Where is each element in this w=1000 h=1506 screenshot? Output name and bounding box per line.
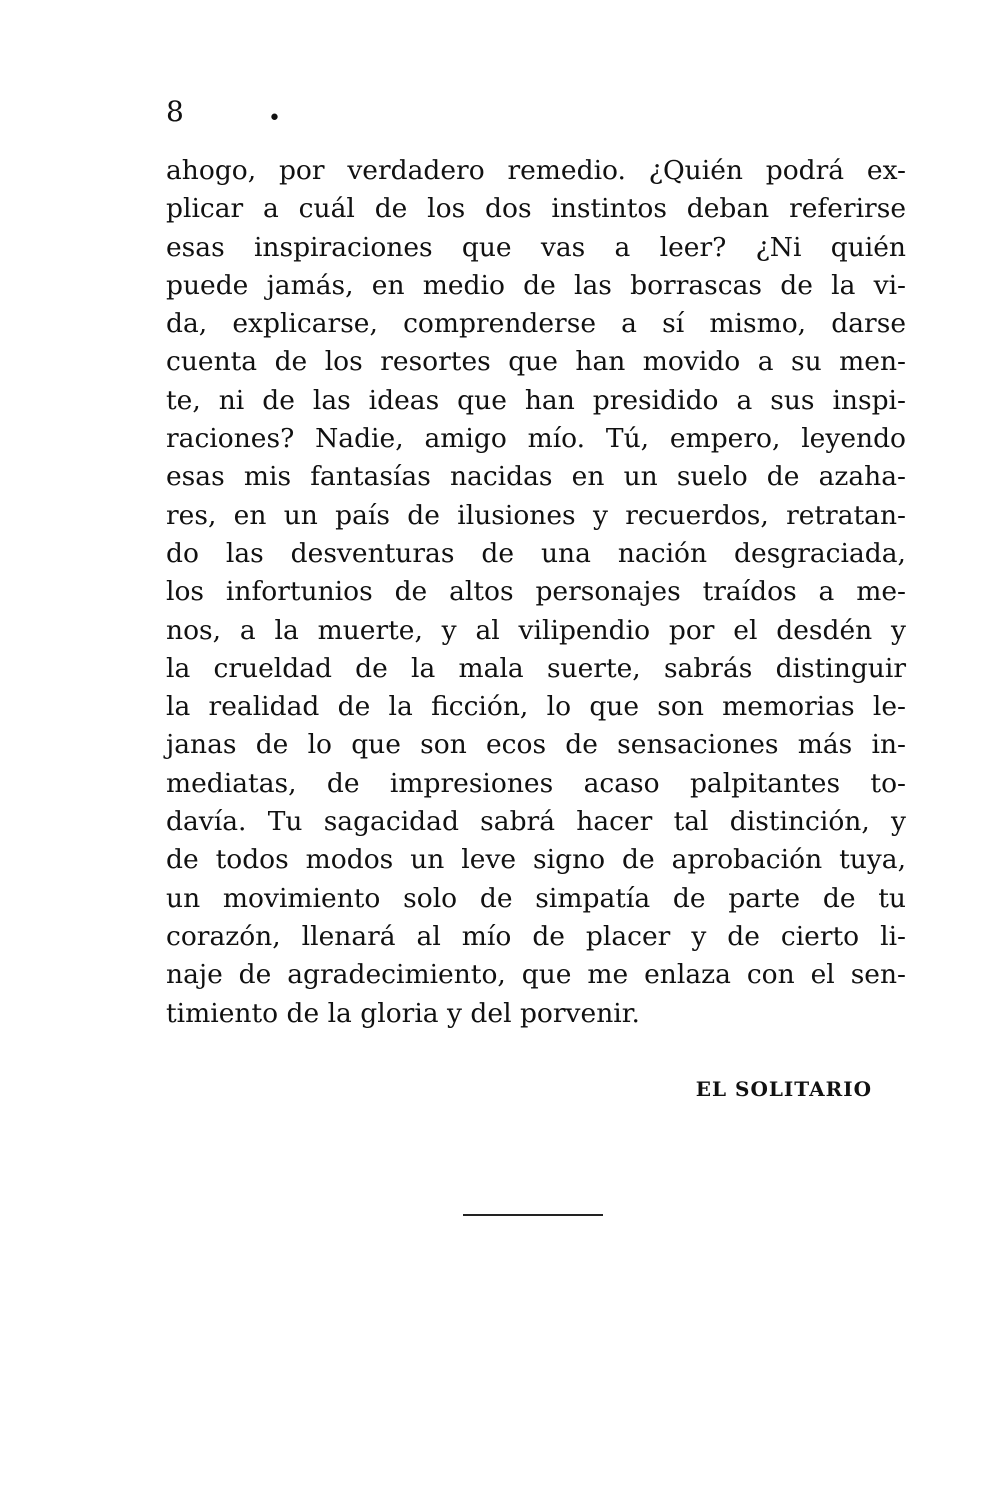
text-line: ahogo, por verdadero remedio. ¿Quién podrá ex- [166, 155, 906, 186]
text-line: los infortunios de altos personajes traídos a me- [166, 576, 906, 608]
text-line: plicar a cuál de los dos instintos deban referirse [166, 193, 906, 225]
text-line: naje de agradecimiento, que me enlaza con el sen- [166, 959, 906, 991]
text-line: corazón, llenará al mío de placer y de cierto li- [166, 920, 906, 952]
text-line: raciones? Nadie, amigo mío. Tú, empero, leyendo [166, 423, 906, 455]
text-line: mediatas, de impresiones acaso palpitantes to- [166, 767, 906, 799]
body-paragraph [166, 152, 906, 1033]
text-line: la realidad de la ficción, lo que son memorias le- [166, 691, 906, 723]
text-line: la crueldad de la mala suerte, sabrás distinguir [166, 652, 906, 684]
text-line: un movimiento solo de simpatía de parte de tu [166, 882, 906, 914]
text-line: janas de lo que son ecos de sensaciones más in- [166, 729, 906, 761]
text-line: cuenta de los resortes que han movido a su men- [166, 346, 906, 378]
text-line: nos, a la muerte, y al vilipendio por el desdén y [166, 614, 906, 646]
text-line: de todos modos un leve signo de aprobación tuya, [166, 844, 906, 876]
end-rule-divider [463, 1214, 603, 1216]
text-line: puede jamás, en medio de las borrascas de la vi- [166, 269, 906, 301]
text-line: timiento de la gloria y del porvenir. [166, 997, 640, 1029]
text-line: da, explicarse, comprenderse a sí mismo, darse [166, 308, 906, 340]
text-line: davía. Tu sagacidad sabrá hacer tal distinción, y [166, 806, 906, 838]
text-line: res, en un país de ilusiones y recuerdos, retratan- [166, 499, 906, 531]
author-signature: EL SOLITARIO [695, 1077, 872, 1101]
page-number: 8 [166, 95, 184, 128]
text-line: do las desventuras de una nación desgraciada, [166, 537, 906, 569]
text-line: te, ni de las ideas que han presidido a sus inspi- [166, 384, 906, 416]
printer-mark: • [268, 106, 281, 131]
text-line: esas mis fantasías nacidas en un suelo de azaha- [166, 461, 906, 493]
text-line: esas inspiraciones que vas a leer? ¿Ni quién [166, 231, 906, 263]
